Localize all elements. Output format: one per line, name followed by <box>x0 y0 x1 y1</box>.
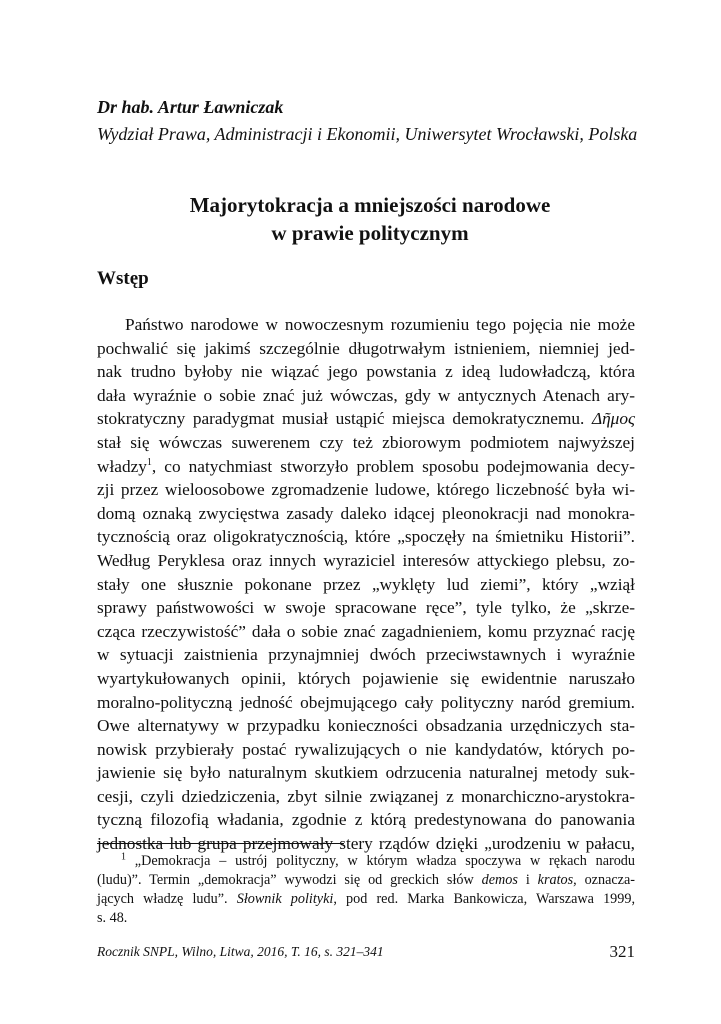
footnote-text: (ludu)”. Termin „demokracja” wywodzi się od greckich słów <box>97 872 474 888</box>
body-paragraph <box>97 313 635 856</box>
body-line: dała wyraźnie o sobie znać już wówczas, gdy w antycznych Atenach ary- <box>97 385 635 405</box>
footnote-reference[interactable]: 1 <box>146 456 152 468</box>
body-line: cząca rzeczywistość” dała o sobie znać zagadnieniem, komu przyznać rację <box>97 621 635 641</box>
body-line: cesji, czyli dziedziczenia, zbyt silnie związanej z monarchiczno-arystokra- <box>97 786 635 806</box>
body-line: zji przez wieloosobowe zgromadzenie ludowe, którego liczebność była wi- <box>97 480 635 500</box>
body-line: tycznością oraz oligokratycznością, które „spoczęły na śmietniku Historii”. <box>97 527 635 547</box>
body-line: w sytuacji zaistnienia przynajmniej dwóch przeciwstawnych i wyraźnie <box>97 645 635 665</box>
author-name: Dr hab. Artur Ławniczak <box>97 97 284 117</box>
footnote-line <box>97 871 635 890</box>
body-line <box>97 407 635 431</box>
section-heading: Wstęp <box>97 268 149 289</box>
body-line: domą oznaką zwycięstwa zasady daleko idącej pleonokracji nad monokra- <box>97 503 635 523</box>
body-line <box>97 455 635 479</box>
body-text: , co natychmiast stworzyło problem sposobu podejmowania decy- <box>151 456 635 476</box>
body-line: nowisk przybierały postać rywalizujących o nie kandydatów, których po- <box>97 739 635 759</box>
footnote-line <box>97 852 635 871</box>
footnote-text: , oznacza- <box>573 872 635 888</box>
footnote-number: 1 <box>121 851 126 863</box>
footnote-text: jących władzę ludu”. <box>97 891 228 907</box>
body-line: Owe alternatywy w przypadku konieczności obsadzania urzędniczych sta- <box>97 716 635 736</box>
body-line: stał się wówczas suwerenem czy też zbiorowym podmiotem najwyższej <box>97 432 635 452</box>
body-line: jednostka lub grupa przejmowały stery rządów dzięki „urodzeniu w pałacu, <box>97 834 635 854</box>
footnote-text: , pod red. Marka Bankowicza, Warszawa 1999, <box>333 891 635 907</box>
footnote-italic: demos <box>481 872 518 888</box>
paper-title-line-1: Majorytokracja a mniejszości narodowe <box>189 193 551 217</box>
footnote-divider <box>97 843 344 844</box>
journal-footer: Rocznik SNPL, Wilno, Litwa, 2016, T. 16, s. 321–341 <box>97 944 384 959</box>
footnote-text: i <box>525 872 530 888</box>
body-text: stokratyczny paradygmat musiał ustąpić miejsca demokratycznemu. <box>97 409 585 429</box>
body-line: Państwo narodowe w nowoczesnym rozumieniu tego pojęcia nie może <box>125 315 635 334</box>
body-line: jawienie się było naturalnym skutkiem odrzucenia naturalnej metody suk- <box>97 763 635 783</box>
footnote-italic: Słownik polityki <box>236 891 334 907</box>
greek-word: Δῆμος <box>591 409 635 429</box>
body-line: Według Peryklesa oraz innych wyraziciel interesów attyckiego plebsu, zo- <box>97 550 635 570</box>
footnote-text: „Demokracja – ustrój polityczny, w którym władza spoczywa w rękach narodu <box>134 853 635 869</box>
body-text: władzy <box>97 456 147 476</box>
author-affiliation: Wydział Prawa, Administracji i Ekonomii, Uniwersytet Wrocławski, Polska <box>97 124 638 144</box>
footnote-line: s. 48. <box>97 910 128 926</box>
body-line: sprawy państwowości w swoje spracowane ręce”, tyle tylko, że „skrze- <box>97 598 635 618</box>
page-number: 321 <box>609 942 635 961</box>
body-line: wyartykułowanych opinii, których pojawienie się ewidentnie naruszało <box>97 668 635 688</box>
body-line: tyczną filozofią władania, zgodnie z którą predestynowana do panowania <box>97 810 635 830</box>
body-line: pochwalić się jakimś szczególnie długotrwałym istnieniem, niemniej jed- <box>97 338 635 358</box>
footnote-italic: kratos <box>537 872 574 888</box>
body-line: stały one słusznie pokonane przez „wyklęty lud ziemi”, który „wziął <box>97 574 635 594</box>
body-line: nak trudno byłoby nie wiązać jego powstania z ideą ludowładczą, która <box>97 362 635 382</box>
footnote-line <box>97 890 635 909</box>
body-line: moralno-polityczną jedność obejmującego cały polityczny naród gremium. <box>97 692 635 712</box>
paper-title-line-2: w prawie politycznym <box>271 221 469 245</box>
footnote <box>97 852 635 928</box>
